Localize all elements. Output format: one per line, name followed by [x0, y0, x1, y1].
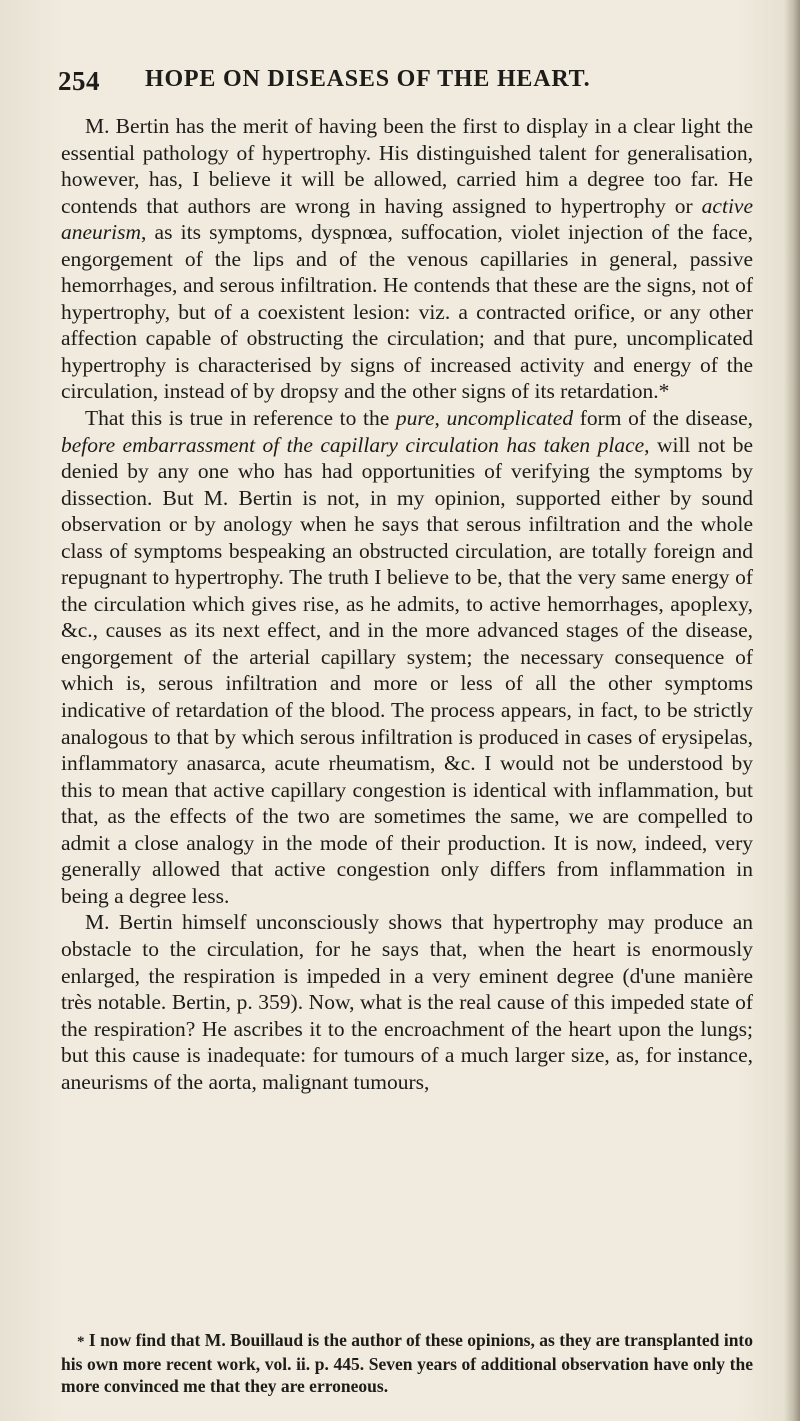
- running-head-title: HOPE ON DISEASES OF THE HEART.: [145, 66, 591, 92]
- italic-uncomplicated: uncomplicated: [446, 406, 574, 431]
- footnote-paragraph: [61, 1329, 753, 1397]
- footnote-marker: *: [77, 1334, 85, 1350]
- paragraph-2-text: , will not be denied by any one who has had opportunities of verifying the symptoms by dissection. But M. Bertin is not, in my opinion, supported either by sound observation or by anology when he says that serous infiltration and the whole class of symptoms bespeaking an obstructed circulation, are totally foreign and repugnant to hypertrophy. The truth I believe to be, that the very same energy of the circulation which gives rise, as he admits, to active hemorrhages, apoplexy, &c., causes as its next effect, and in the more advanced stages of the disease, engorgement of the arterial capillary system; the necessary consequence of which is, serous infiltration and more or less of all the other symptoms indicative of retardation of the blood. The process appears, in fact, to be strictly analogous to that by which serous infiltration is produced in cases of erysipelas, inflammatory anasarca, acute rheumatism, &c. I would not be understood by this to mean that active capillary congestion is identical with inflammation, but that, as the effects of the two are sometimes the same, we are compelled to admit a close analogy in the mode of their production. It is now, indeed, very generally allowed that active congestion only differs from inflammation in being a degree less.: [61, 432, 753, 908]
- italic-pure: pure: [395, 406, 435, 431]
- footnote-text: I now find that M. Bouillaud is the author of these opinions, as they are transplanted into his own more recent work, vol. ii. p. 445. Seven years of additional observation have only the more convinced me that they are erroneous.: [61, 1330, 754, 1396]
- paragraph-1-text: , as its symptoms, dyspnœa, suffocation, violet injection of the face, engorgement of the lips and of the venous capillaries in general, passive hemorrhages, and serous infiltration. He contends that these are the signs, not of hypertrophy, but of a coexistent lesion: viz. a contracted orifice, or any other affection capable of obstructing the circulation; and that pure, uncomplicated hypertrophy is characterised by signs of increased activity and energy of the circulation, instead of by dropsy and the other signs of its retardation.*: [61, 220, 753, 404]
- paragraph-3-text: M. Bertin himself unconsciously shows that hypertrophy may produce an obstacle to the circulation, for he says that, when the heart is enormously enlarged, the respiration is impeded in a very eminent degree (d'une manière très notable. Bertin, p. 359). Now, what is the real cause of this impeded state of the respiration? He ascribes it to the encroachment of the heart upon the lungs; but this cause is inadequate: for tumours of a much larger size, as, for instance, aneurisms of the aorta, malignant tumours,: [61, 910, 753, 1094]
- paragraph-1-text: M. Bertin has the merit of having been the first to display in a clear light the essential pathology of hypertrophy. His distinguished talent for generalisation, however, has, I believe it will be allowed, carried him a degree too far. He contends that authors are wrong in having assigned to hypertrophy or: [61, 114, 753, 218]
- page-edge-shadow: [784, 0, 800, 1421]
- body-text: [61, 113, 753, 1095]
- italic-capillary-circulation: before embarrassment of the capillary circulation has taken place: [61, 432, 645, 457]
- paragraph-2-text: form of the disease,: [573, 406, 753, 431]
- paragraph-2-text: ,: [434, 406, 447, 431]
- paragraph-2: [61, 405, 753, 909]
- italic-active-aneurism: active aneurism: [61, 193, 753, 245]
- paragraph-1: [61, 113, 753, 405]
- running-head: [58, 66, 758, 106]
- paragraph-3: [61, 909, 753, 1095]
- paragraph-2-text: That this is true in reference to the: [85, 406, 396, 431]
- page-number: 254: [58, 66, 100, 96]
- footnote: [61, 1329, 753, 1397]
